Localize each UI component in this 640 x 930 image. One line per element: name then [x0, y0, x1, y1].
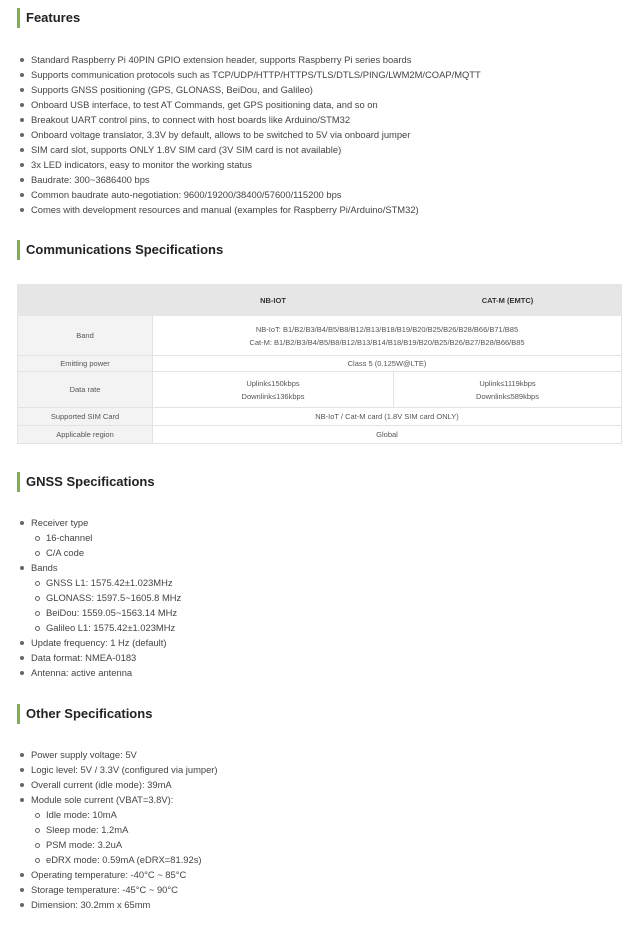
table-row — [18, 426, 622, 444]
catm-rate — [394, 372, 622, 408]
power-value: Class 5 (0.125W@LTE) — [153, 356, 622, 372]
list-item: Supports communication protocols such as TCP/UDP/HTTP/HTTPS/TLS/DTLS/PING/LWM2M/COAP/MQTT — [18, 67, 481, 82]
other-heading: Other Specifications — [17, 704, 152, 724]
region-label: Applicable region — [18, 426, 153, 444]
list-item: C/A code — [18, 545, 181, 560]
table-header-empty — [18, 285, 153, 316]
table-header-nbiot: NB-IOT — [153, 285, 394, 316]
catm-uplink: Uplink≤1119kbps — [479, 378, 536, 388]
list-item: Dimension: 30.2mm x 65mm — [18, 897, 218, 912]
list-item: Update frequency: 1 Hz (default) — [18, 635, 181, 650]
nb-rate — [153, 372, 394, 408]
other-list — [18, 747, 218, 912]
list-item: 16-channel — [18, 530, 181, 545]
list-item: Overall current (idle mode): 39mA — [18, 777, 218, 792]
band-catm: Cat-M: B1/B2/B3/B4/B5/B8/B12/B13/B14/B18/B19/B20/B25/B26/B27/B28/B66/B85 — [249, 337, 525, 347]
list-item: Supports GNSS positioning (GPS, GLONASS, BeiDou, and Galileo) — [18, 82, 481, 97]
features-list — [18, 52, 481, 217]
list-item: Antenna: active antenna — [18, 665, 181, 680]
list-item: Onboard USB interface, to test AT Commands, get GPS positioning data, and so on — [18, 97, 481, 112]
list-item: Breakout UART control pins, to connect with host boards like Arduino/STM32 — [18, 112, 481, 127]
list-item: GNSS L1: 1575.42±1.023MHz — [18, 575, 181, 590]
comm-heading: Communications Specifications — [17, 240, 223, 260]
list-item: Module sole current (VBAT=3.8V): — [18, 792, 218, 807]
band-nbiot: NB-IoT: B1/B2/B3/B4/B5/B8/B12/B13/B18/B19/B20/B25/B26/B28/B66/B71/B85 — [255, 324, 519, 334]
features-heading: Features — [17, 8, 80, 28]
gnss-list — [18, 515, 181, 680]
list-item: Baudrate: 300~3686400 bps — [18, 172, 481, 187]
catm-downlink: Downlink≤589kbps — [476, 391, 539, 401]
list-item: Receiver type — [18, 515, 181, 530]
nb-uplink: Uplink≤150kbps — [246, 378, 300, 388]
rate-label: Data rate — [18, 372, 153, 408]
comm-spec-table — [17, 284, 622, 444]
list-item: Operating temperature: -40°C ~ 85°C — [18, 867, 218, 882]
power-label: Emitting power — [18, 356, 153, 372]
list-item: GLONASS: 1597.5~1605.8 MHz — [18, 590, 181, 605]
list-item: Storage temperature: -45°C ~ 90°C — [18, 882, 218, 897]
table-header-row — [18, 285, 622, 316]
band-value — [153, 316, 622, 356]
table-header-catm: CAT-M (EMTC) — [394, 285, 622, 316]
region-value: Global — [153, 426, 622, 444]
list-item: Common baudrate auto-negotiation: 9600/19200/38400/57600/115200 bps — [18, 187, 481, 202]
list-item: eDRX mode: 0.59mA (eDRX=81.92s) — [18, 852, 218, 867]
sim-label: Supported SIM Card — [18, 408, 153, 426]
gnss-heading: GNSS Specifications — [17, 472, 155, 492]
list-item: PSM mode: 3.2uA — [18, 837, 218, 852]
nb-downlink: Downlink≤136kbps — [241, 391, 305, 401]
table-row — [18, 356, 622, 372]
list-item: Onboard voltage translator, 3.3V by default, allows to be switched to 5V via onboard jumper — [18, 127, 481, 142]
list-item: Idle mode: 10mA — [18, 807, 218, 822]
list-item: Data format: NMEA-0183 — [18, 650, 181, 665]
list-item: BeiDou: 1559.05~1563.14 MHz — [18, 605, 181, 620]
list-item: 3x LED indicators, easy to monitor the working status — [18, 157, 481, 172]
table-row — [18, 316, 622, 356]
list-item: Logic level: 5V / 3.3V (configured via jumper) — [18, 762, 218, 777]
list-item: Comes with development resources and manual (examples for Raspberry Pi/Arduino/STM32) — [18, 202, 481, 217]
table-row — [18, 408, 622, 426]
list-item: SIM card slot, supports ONLY 1.8V SIM card (3V SIM card is not available) — [18, 142, 481, 157]
sim-value: NB-IoT / Cat-M card (1.8V SIM card ONLY) — [153, 408, 622, 426]
list-item: Standard Raspberry Pi 40PIN GPIO extension header, supports Raspberry Pi series boards — [18, 52, 481, 67]
table-row — [18, 372, 622, 408]
band-label: Band — [18, 316, 153, 356]
list-item: Power supply voltage: 5V — [18, 747, 218, 762]
list-item: Sleep mode: 1.2mA — [18, 822, 218, 837]
list-item: Bands — [18, 560, 181, 575]
list-item: Galileo L1: 1575.42±1.023MHz — [18, 620, 181, 635]
